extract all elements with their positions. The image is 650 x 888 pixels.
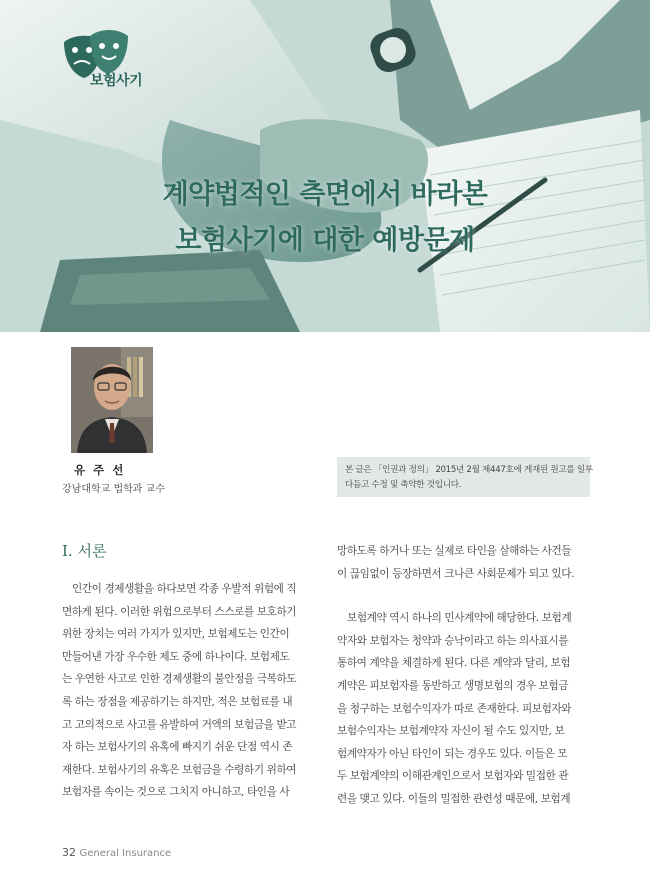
text-line: 보험자를 속이는 것으로 그치지 아니하고, 타인을 사: [62, 786, 290, 799]
text-line: 만들어낸 가장 우수한 제도 중에 하나이다. 보험제도: [62, 650, 290, 663]
text-line: 보험계약 역시 하나의 민사계약에 해당한다. 보험계: [347, 612, 572, 625]
section-heading: I. 서론: [62, 542, 107, 560]
text-line: 위한 장치는 여러 가지가 있지만, 보험제도는 인간이: [62, 628, 290, 641]
article-title-line-1: 계약법적인 측면에서 바라본: [162, 179, 488, 210]
paragraph: [337, 540, 593, 585]
text-line: 재한다. 보험사기의 유혹은 보험금을 수령하기 위하여: [62, 763, 297, 776]
text-line: 두 보험계약의 이해관계인으로서 보험자와 밀접한 관: [337, 770, 569, 783]
publication-name: General Insurance: [79, 848, 172, 859]
text-line: 록 하는 장점을 제공하기는 하지만, 적은 보험료를 내: [62, 695, 293, 708]
author-affiliation: 강남대학교 법학과 교수: [62, 484, 165, 495]
author-photo: [71, 347, 153, 453]
text-line: 을 청구하는 보험수익자가 따로 존재한다. 피보험자와: [337, 702, 572, 715]
text-line: 인간이 경제생활을 하다보면 각종 우발적 위험에 직: [72, 583, 297, 595]
text-line: 망하도록 하거나 또는 실제로 타인을 살해하는 사건들: [337, 545, 572, 557]
paragraph: [337, 607, 593, 810]
header-photo: [0, 0, 650, 332]
page-number: 32: [62, 846, 76, 859]
body-column-left: [62, 578, 318, 804]
page-footer: [62, 846, 171, 859]
section-label: 보험사기: [90, 73, 143, 89]
text-line: 는 우연한 사고로 인한 경제생활의 불안정을 극복하도: [62, 673, 297, 686]
source-note-line: 본 글은 「인권과 정의」 2015년 2월 제447호에 게재된 원고를 일부: [345, 465, 593, 475]
text-line: 보험수익자는 보험계약자 자신이 될 수도 있지만, 보: [337, 725, 565, 738]
text-line: 통하여 계약을 체결하게 된다. 다른 계약과 달리, 보험: [337, 657, 571, 670]
body-column-right: [337, 540, 593, 811]
article-title-line-2: 보험사기에 대한 예방문제: [175, 225, 475, 256]
source-note-line: 다듬고 수정 및 축약한 것입니다.: [345, 480, 462, 490]
text-line: 이 끊임없이 등장하면서 크나큰 사회문제가 되고 있다.: [337, 567, 575, 580]
text-line: 고 고의적으로 사고를 유발하여 거액의 보험금을 받고: [62, 718, 297, 731]
text-line: 험계약자가 아닌 타인이 되는 경우도 있다. 이들은 모: [337, 747, 568, 760]
text-line: 련을 맺고 있다. 이들의 밀접한 관련성 때문에, 보험계: [337, 792, 571, 805]
text-line: 계약은 피보험자를 동반하고 생명보험의 경우 보험금: [337, 679, 569, 692]
source-note: [337, 457, 593, 497]
text-line: 자 하는 보험사기의 유혹에 빠지기 쉬운 단점 역시 존: [62, 741, 293, 754]
text-line: 면하게 된다. 이러한 위험으로부터 스스로를 보호하기: [62, 605, 297, 618]
text-line: 약자와 보험자는 청약과 승낙이라고 하는 의사표시를: [337, 634, 569, 647]
author-name: 유 주 선: [74, 463, 126, 477]
